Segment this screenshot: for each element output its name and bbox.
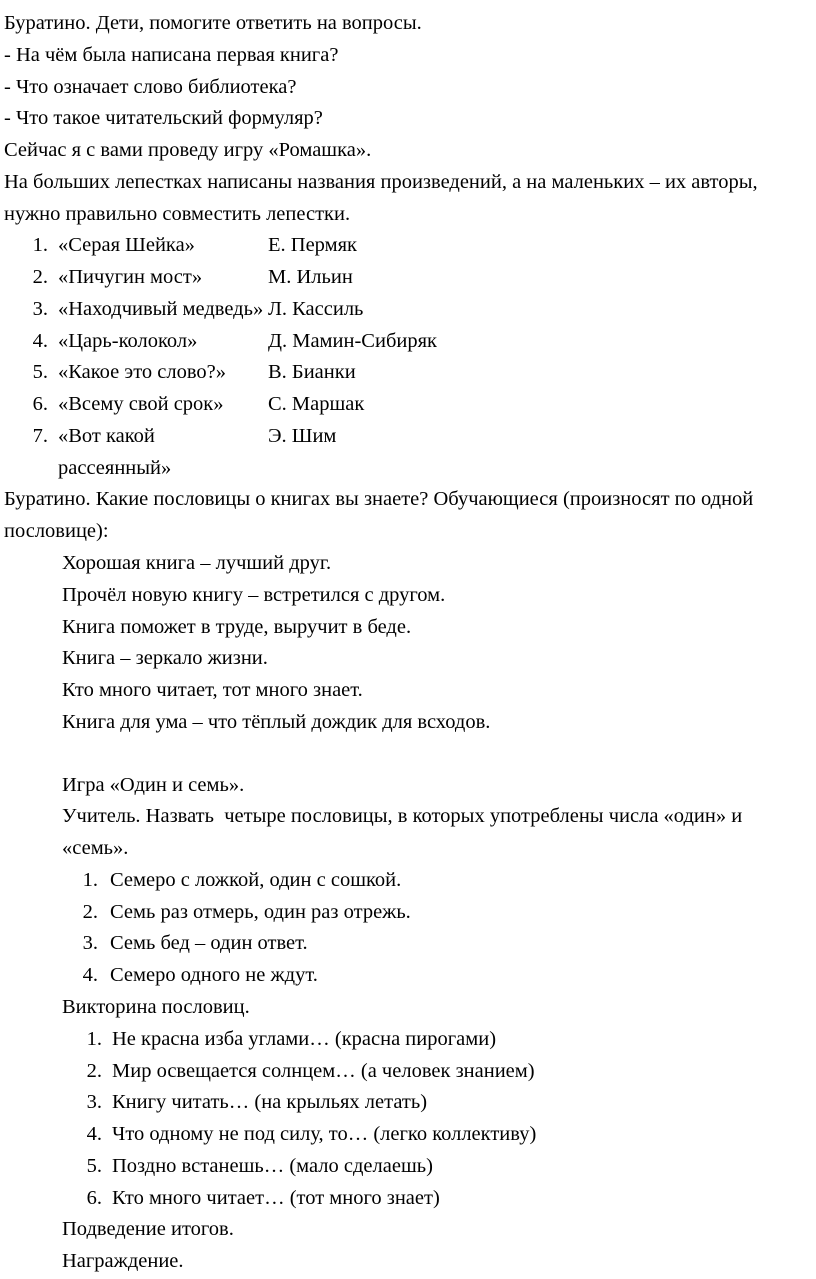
works-list-item <box>4 294 810 326</box>
intro-line-5: Сейчас я с вами проведу игру «Ромашка». <box>4 139 372 162</box>
list-item <box>56 897 810 929</box>
quiz-list <box>4 1024 810 1215</box>
list-item-text: Кто много читает… (тот много знает) <box>112 1186 440 1209</box>
game-title: Игра «Один и семь». <box>62 773 245 796</box>
works-item-author: Л. Кассиль <box>268 297 364 320</box>
works-item-author: М. Ильин <box>268 266 353 289</box>
proverbs-block <box>4 548 810 739</box>
list-item <box>56 865 810 897</box>
closing-line: Награждение. <box>62 1250 184 1273</box>
works-item-number: 3. <box>32 297 48 320</box>
intro-line-2: - На чём была написана первая книга? <box>4 43 339 66</box>
list-item <box>56 1119 810 1151</box>
list-item-number: 6. <box>86 1186 102 1209</box>
list-item-number: 1. <box>82 868 98 891</box>
works-item-number: 6. <box>32 393 48 416</box>
list-item <box>56 1183 810 1215</box>
list-item <box>56 1024 810 1056</box>
list-item-text: Что одному не под силу, то… (легко коллективу) <box>112 1123 537 1146</box>
list-item-number: 4. <box>82 964 98 987</box>
works-item-number: 1. <box>32 234 48 257</box>
proverb-line: Кто много читает, тот много знает. <box>62 679 363 702</box>
list-item <box>56 1056 810 1088</box>
list-item <box>56 1087 810 1119</box>
list-item-text: Семь бед – один ответ. <box>110 932 308 955</box>
works-item-title: «Пичугин мост» <box>58 266 203 289</box>
list-item-number: 5. <box>86 1154 102 1177</box>
intro-block <box>4 8 810 230</box>
works-list-item <box>4 262 810 294</box>
works-item-number: 7. <box>32 424 48 447</box>
works-list-item <box>4 230 810 262</box>
proverb-line: Хорошая книга – лучший друг. <box>62 552 332 575</box>
list-item-number: 1. <box>86 1027 102 1050</box>
list-item-text: Не красна изба углами… (красна пирогами) <box>112 1027 497 1050</box>
list-item <box>56 1151 810 1183</box>
teacher-task: Учитель. Назвать четыре пословицы, в которых употреблены числа «один» и «семь». <box>62 805 748 860</box>
list-item <box>56 960 810 992</box>
list-item-text: Семеро одного не ждут. <box>110 964 318 987</box>
list-item-text: Поздно встанешь… (мало сделаешь) <box>112 1154 433 1177</box>
works-item-author: С. Маршак <box>268 393 365 416</box>
works-list-item <box>4 326 810 358</box>
closing-line: Подведение итогов. <box>62 1218 234 1241</box>
list-item-number: 3. <box>86 1091 102 1114</box>
works-author-match-list <box>4 230 810 484</box>
works-list-item <box>4 421 810 485</box>
works-item-author: В. Бианки <box>268 361 356 384</box>
list-item-text: Книгу читать… (на крыльях летать) <box>112 1091 428 1114</box>
works-item-number: 5. <box>32 361 48 384</box>
works-item-title: «Царь-колокол» <box>58 329 198 352</box>
intro-line-6: На больших лепестках написаны названия произведений, а на маленьких – их авторы, нужно правильно совместить лепестки. <box>4 170 763 225</box>
list-item-text: Семеро с ложкой, один с сошкой. <box>110 868 402 891</box>
works-item-author: Е. Пермяк <box>268 234 357 257</box>
list-item <box>56 928 810 960</box>
intro-line-1: Буратино. Дети, помогите ответить на вопросы. <box>4 12 422 34</box>
works-list-item <box>4 389 810 421</box>
list-item-number: 3. <box>82 932 98 955</box>
works-item-title: «Находчивый медведь» <box>58 297 264 320</box>
proverb-line: Книга поможет в труде, выручит в беде. <box>62 615 412 638</box>
quiz-title: Викторина пословиц. <box>62 995 250 1018</box>
list-item-number: 4. <box>86 1123 102 1146</box>
proverb-line: Прочёл новую книгу – встретился с другом. <box>62 583 446 606</box>
works-item-number: 4. <box>32 329 48 352</box>
works-list-item <box>4 357 810 389</box>
blank-line <box>4 739 810 770</box>
list-item-number: 2. <box>82 900 98 923</box>
works-item-author: Д. Мамин-Сибиряк <box>268 329 437 352</box>
proverbs-prompt: Буратино. Какие пословицы о книгах вы знаете? Обучающиеся (произносят по одной пословице): <box>4 488 759 543</box>
intro-line-4: - Что такое читательский формуляр? <box>4 107 323 130</box>
closing-block <box>4 1214 810 1278</box>
numbers-proverbs-list <box>4 865 810 992</box>
works-item-title: «Какое это слово?» <box>58 361 226 384</box>
works-item-number: 2. <box>32 266 48 289</box>
works-item-author: Э. Шим <box>268 424 337 447</box>
list-item-text: Семь раз отмерь, один раз отрежь. <box>110 900 411 923</box>
list-item-text: Мир освещается солнцем… (а человек знанием) <box>112 1059 535 1082</box>
proverb-line: Книга для ума – что тёплый дождик для всходов. <box>62 710 491 733</box>
proverb-line: Книга – зеркало жизни. <box>62 647 268 670</box>
list-item-number: 2. <box>86 1059 102 1082</box>
works-item-title: «Всему свой срок» <box>58 393 224 416</box>
works-item-title: «Вот какой рассеянный» <box>58 424 172 479</box>
works-item-title: «Серая Шейка» <box>58 234 195 257</box>
intro-line-3: - Что означает слово библиотека? <box>4 75 297 98</box>
